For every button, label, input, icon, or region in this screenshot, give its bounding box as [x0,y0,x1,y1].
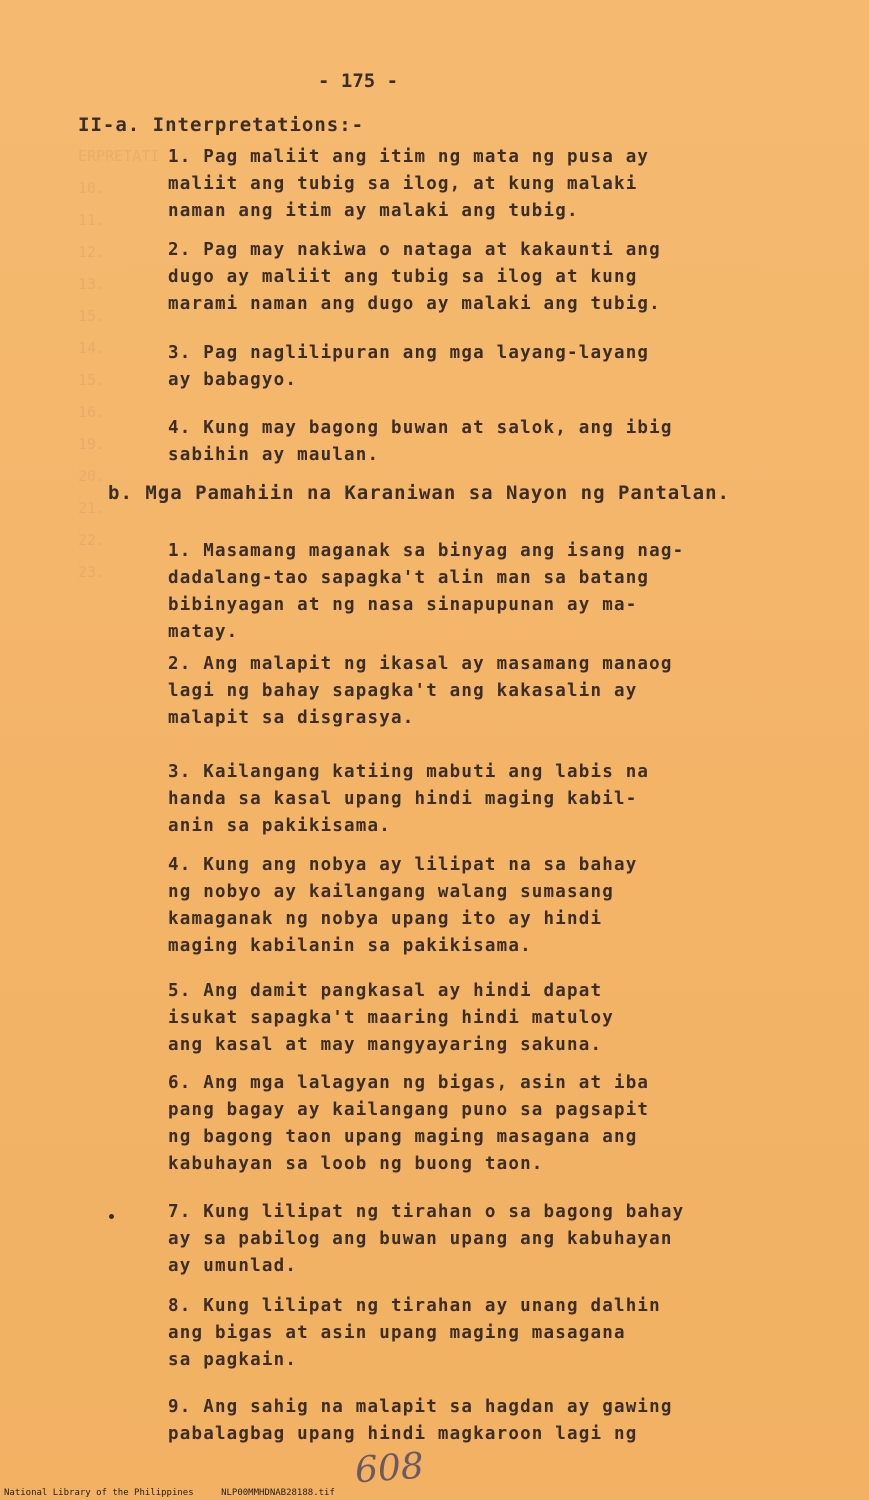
handwritten-folio-number: 608 [353,1445,426,1492]
list-item: 4. Kung may bagong buwan at salok, ang ibig sabihin ay maulan. [168,418,673,465]
bleed-through-text: ERPRETATI 10. 11. 12. 13. 15. 14. 15. 16. 19. 20. 21. 22. 23. [78,147,160,581]
list-item: 5. Ang damit pangkasal ay hindi dapat isukat sapagka't maaring hindi matuloy ang kasal at may mangyayaring sakuna. [168,981,614,1055]
section-heading-beliefs: b. Mga Pamahiin na Karaniwan sa Nayon ng Pantalan. [108,482,730,504]
list-item: 7. Kung lilipat ng tirahan o sa bagong bahay ay sa pabilog ang buwan upang ang kabuhayan ay umunlad. [168,1202,685,1276]
list-item: 9. Ang sahig na malapit sa hagdan ay gawing pabalagbag upang hindi magkaroon lagi ng [168,1397,673,1444]
list-item: 8. Kung lilipat ng tirahan ay unang dalhin ang bigas at asin upang maging masagana sa pagkain. [168,1296,661,1370]
list-item: 1. Masamang maganak sa binyag ang isang nag- dadalang-tao sapagka't alin man sa batang bibinyagan at ng nasa sinapupunan ay ma- matay. [168,541,685,642]
file-id: NLP00MMHDNAB28188.tif [221,1488,335,1498]
archive-name: National Library of the Philippines [4,1488,194,1498]
section-heading-interpretations: II-a. Interpretations:- [78,114,365,136]
list-item: 3. Pag naglilipuran ang mga layang-layang ay babagyo. [168,343,650,390]
list-item: 6. Ang mga lalagyan ng bigas, asin at iba pang bagay ay kailangang puno sa pagsapit ng bagong taon upang maging masagana ang kabuhayan sa loob ng buong taon. [168,1073,650,1174]
list-item: 2. Pag may nakiwa o nataga at kakaunti ang dugo ay maliit ang tubig sa ilog at kung marami naman ang dugo ay malaki ang tubig. [168,240,661,314]
page-number: - 175 - [318,70,399,92]
list-item: 3. Kailangang katiing mabuti ang labis na handa sa kasal upang hindi maging kabil- anin sa pakikisama. [168,762,650,836]
archive-footer [4,1488,357,1498]
list-item: 2. Ang malapit ng ikasal ay masamang manaog lagi ng bahay sapagka't ang kakasalin ay malapit sa disgrasya. [168,654,673,728]
list-item: 4. Kung ang nobya ay lilipat na sa bahay ng nobyo ay kailangang walang sumasang kamaganak ng nobya upang ito ay hindi maging kabilanin sa pakikisama. [168,855,638,956]
list-item: 1. Pag maliit ang itim ng mata ng pusa ay maliit ang tubig sa ilog, at kung malaki naman ang itim ay malaki ang tubig. [168,147,650,221]
ink-dot [109,1214,114,1219]
